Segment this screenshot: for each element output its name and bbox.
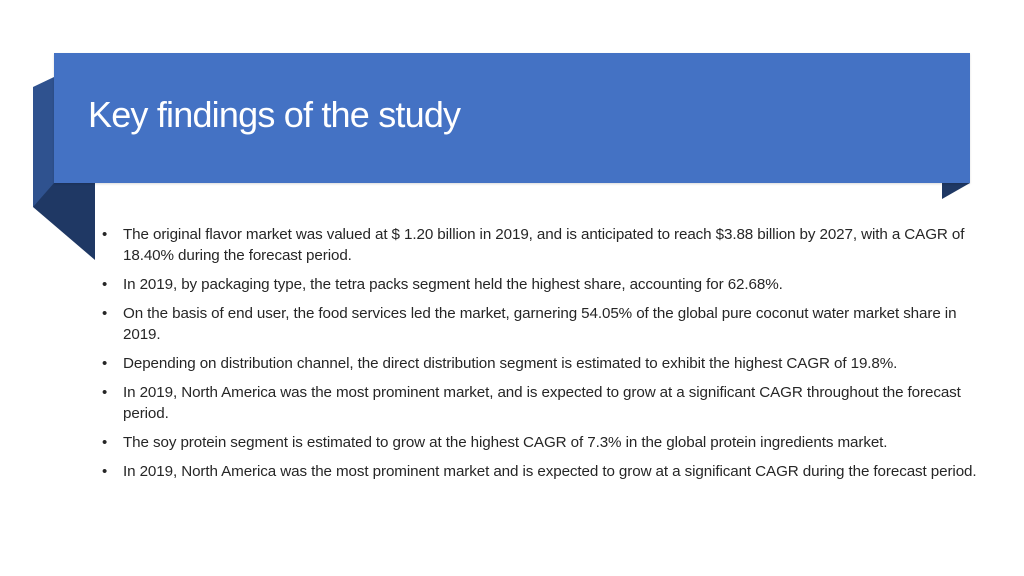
- bullet-icon: •: [102, 463, 108, 480]
- finding-item: [98, 303, 978, 345]
- finding-text: In 2019, North America was the most prominent market, and is expected to grow at a significant CAGR throughout the forecast period.: [123, 384, 961, 422]
- finding-item: [98, 432, 978, 453]
- bullet-icon: •: [102, 226, 108, 243]
- finding-item: [98, 353, 978, 374]
- bullet-icon: •: [102, 305, 108, 322]
- bullet-icon: •: [102, 276, 108, 293]
- slide-title: Key findings of the study: [88, 94, 461, 135]
- finding-text: The original flavor market was valued at $ 1.20 billion in 2019, and is anticipated to reach $3.88 billion by 2027, with a CAGR of 18.40% during the forecast period.: [123, 226, 965, 264]
- finding-item: [98, 224, 978, 266]
- bullet-icon: •: [102, 434, 108, 451]
- finding-item: [98, 382, 978, 424]
- finding-item: [98, 461, 978, 482]
- banner-fold-right-decoration: [942, 183, 970, 199]
- key-findings-list: [98, 224, 978, 490]
- finding-text: Depending on distribution channel, the direct distribution segment is estimated to exhibit the highest CAGR of 19.8%.: [123, 355, 898, 372]
- finding-text: The soy protein segment is estimated to grow at the highest CAGR of 7.3% in the global protein ingredients market.: [123, 434, 888, 451]
- bullet-icon: •: [102, 355, 108, 372]
- finding-text: On the basis of end user, the food services led the market, garnering 54.05% of the global pure coconut water market share in 2019.: [123, 305, 957, 343]
- title-banner: [54, 53, 970, 183]
- finding-text: In 2019, North America was the most prominent market and is expected to grow at a significant CAGR during the forecast period.: [123, 463, 977, 480]
- finding-item: [98, 274, 978, 295]
- bullet-icon: •: [102, 384, 108, 401]
- finding-text: In 2019, by packaging type, the tetra packs segment held the highest share, accounting for 62.68%.: [123, 276, 783, 293]
